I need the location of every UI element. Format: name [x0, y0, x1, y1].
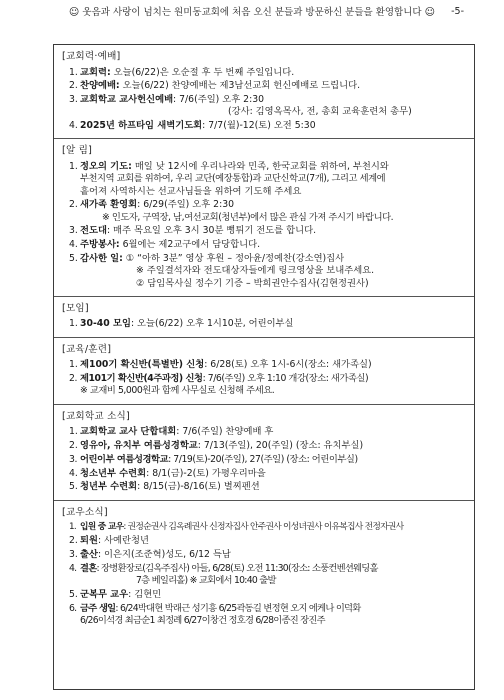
section-church-calendar — [62, 51, 474, 132]
divider — [54, 500, 474, 501]
list-item: 6. 금주 생일: 6/24박대현 박래근 성기흥 6/25곽동길 변정현 오지 에케나 이덕화 6/26이석경 최금순1 최정례 6/27이창건 정호경 6/28이종진 장진주 — [69, 602, 361, 627]
section-title: [교육/훈련] — [62, 343, 112, 355]
divider — [54, 337, 474, 338]
list-item: 3. 교회학교 교사헌신예배: 7/6(주일) 오후 2:30 (강사: 김영옥목사, 전, 총회 교육훈련처 총무) — [62, 94, 474, 119]
list-item: 2. 제101기 확신반(4주과정) 신청: 7/6(주일) 오후 1:10 개강(장소: 새가족실) ※ 교재비 5,000원과 함께 사무실로 신청해 주세요. — [62, 373, 474, 398]
section-notices — [62, 145, 474, 289]
section-member-news — [62, 507, 474, 628]
welcome-text: 웃음과 사랑이 넘치는 원미동교회에 처음 오신 분들과 방문하신 분들을 환영합니다 — [82, 7, 422, 18]
section-meetings — [62, 303, 474, 331]
list-item: 2. 찬양예배: 오늘(6/22) 찬양예배는 제3남선교회 헌신예배로 드립니다. — [69, 80, 361, 92]
list-item: 2. 새가족 환영회: 6/29(주일) 오후 2:30 ※ 인도자, 구역장, 남,여선교회(청년부)에서 많은 관심 가져 주시기 바랍니다. — [62, 199, 474, 224]
page-number: -5- — [451, 6, 464, 17]
page-header — [0, 6, 504, 24]
list-item: 4. 결혼: 장병환장로(김옥주집사) 아들, 6/28(토) 오전 11:30(장소: 소풍컨벤션웨딩홀 7층 베일리홀) ※ 교회에서 10:40 출발 — [69, 562, 378, 587]
list-item: 3. 어린이부 여름성경학교: 7/19(토)-20(주일), 27(주일) (장소: 어린이부실) — [69, 453, 358, 465]
list-item: 4. 2025년 하프타임 새벽기도회: 7/7(월)-12(토) 오전 5:30 — [69, 120, 316, 132]
bulletin-box — [53, 44, 475, 690]
smile-icon: ☺ — [68, 7, 80, 18]
list-item: 5. 청년부 수련회: 8/15(금)-8/16(토) 별찌펜션 — [69, 481, 260, 493]
section-title: [모임] — [62, 302, 89, 314]
list-item: 1. 교회학교 교사 단합대회: 7/6(주일) 찬양예배 후 — [69, 426, 274, 438]
section-title: [알 림] — [62, 145, 93, 157]
list-item: 5. 감사한 일: ① “아하 3분” 영상 후원 – 정아윤/정예찬(강소연)집사 ※ 주일결석자와 전도대상자들에게 링크영상을 보내주세요. ② 담임목사실 정수기 기증 – 박희권안수집사(김현정권사) — [62, 253, 474, 290]
section-title: [교회학교 소식] — [62, 410, 130, 422]
list-item: 1. 제100기 확신반(특별반) 신청: 6/28(토) 오후 1시-6시(장소: 새가족실) — [69, 359, 372, 371]
list-item: 4. 청소년부 수련회: 8/1(금)-2(토) 가평우리마을 — [69, 467, 266, 479]
list-item: 1. 교회력: 오늘(6/22)은 오순절 후 두 번째 주일입니다. — [69, 66, 295, 78]
list-item: 2. 영유아, 유치부 여름성경학교: 7/13(주일), 20(주일) (장소: 유치부실) — [69, 440, 364, 452]
note: ※ 주일결석자와 전도대상자들에게 링크영상을 보내주세요. — [136, 265, 375, 277]
section-title: [교회력·예배] — [62, 51, 121, 62]
section-title: [교우소식] — [62, 506, 108, 518]
list-item: 5. 군복무 교우: 김현민 — [69, 588, 162, 600]
list-item: 3. 전도대: 매주 목요일 오후 3시 30분 뻥튀기 전도를 합니다. — [69, 225, 317, 237]
section-school-news — [62, 411, 474, 494]
smile-icon: ☺ — [424, 7, 436, 18]
speaker-note: (강사: 김영옥목사, 전, 총회 교육훈련처 총무) — [228, 106, 412, 118]
note: ※ 인도자, 구역장, 남,여선교회(청년부)에서 많은 관심 가져 주시기 바랍니다. — [102, 211, 394, 223]
list-item: 1. 30-40 모임: 오늘(6/22) 오후 1시10분, 어린이부실 — [69, 318, 294, 330]
divider — [54, 296, 474, 297]
list-item: 3. 출산: 이은지(조준혁)성도, 6/12 득남 — [69, 549, 231, 561]
list-item: 4. 주방봉사: 6월에는 제2교구에서 담당합니다. — [69, 239, 261, 251]
note: ※ 교재비 5,000원과 함께 사무실로 신청해 주세요. — [80, 385, 275, 397]
section-education — [62, 344, 474, 398]
list-item: 1. 정오의 기도: 매일 낮 12시에 우리나라와 민족, 한국교회를 위하여, 부천시와 부천지역 교회를 위하여, 우리 교단(예장통합)과 교단신학교(7개), 그리고 세계에 흩어져 사역하시는 선교사님들을 위하여 기도해 주세요 — [69, 161, 389, 197]
divider — [54, 138, 474, 139]
list-item: 2. 퇴원: 사예란청년 — [69, 535, 149, 547]
list-item: 1. 입원 중 교우: 권정순권사 김옥례권사 신정자집사 안주권사 이성녀권사 이유복집사 전정자권사 — [69, 522, 404, 533]
divider — [54, 404, 474, 405]
